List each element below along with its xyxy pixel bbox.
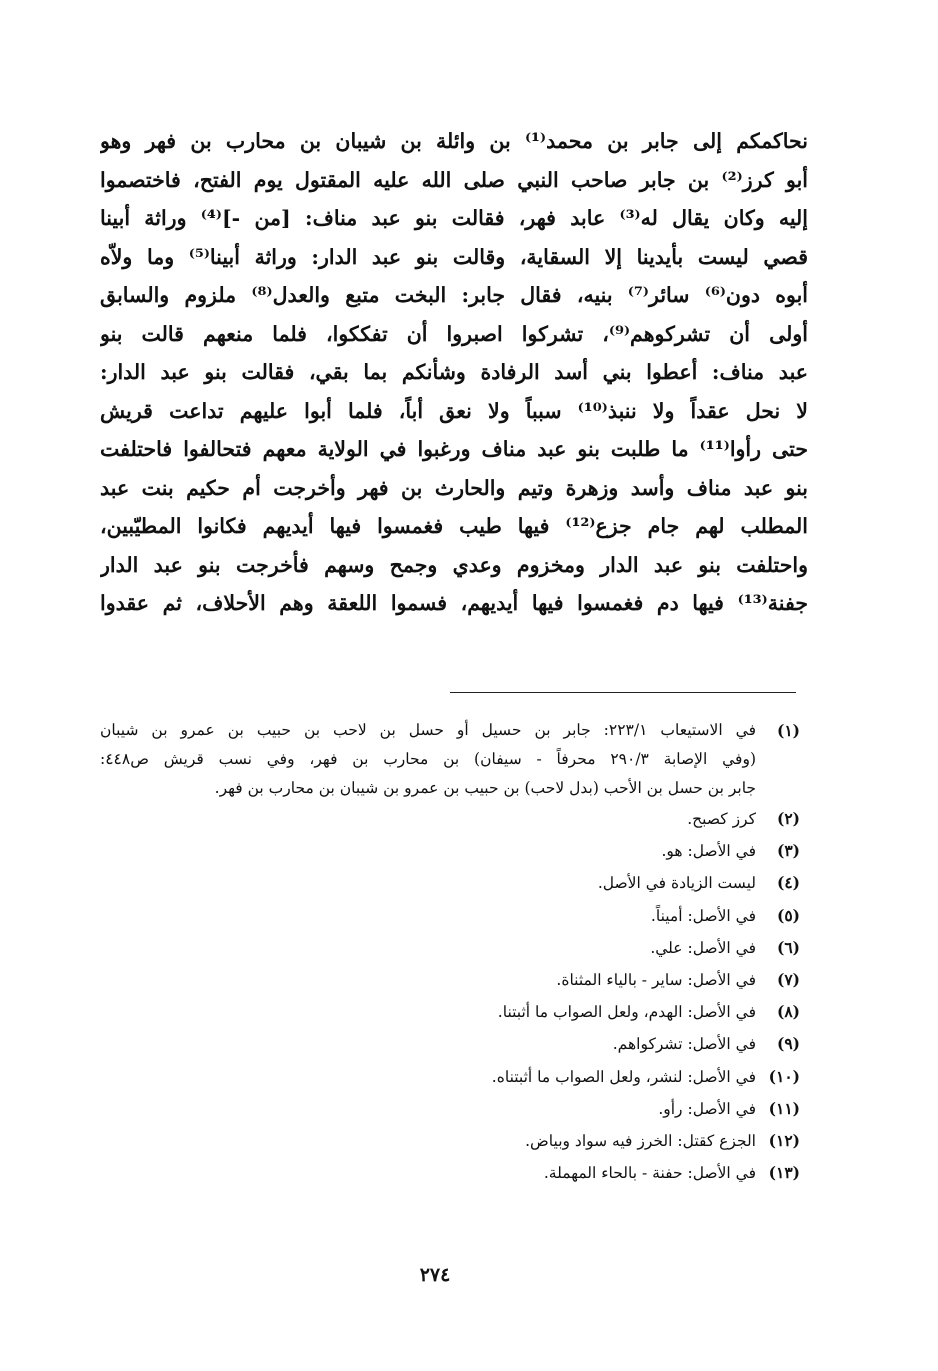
footnote-number: (١٢) — [768, 1130, 800, 1150]
footnote-item — [100, 803, 800, 835]
footnote-item — [100, 835, 800, 867]
footnote-item — [100, 964, 800, 996]
body-line: قصي ليست بأيدينا إلا السقاية، وقالت بنو عبد الدار: وراثة أبينا⁽⁵⁾ وما ولاّه — [100, 244, 808, 269]
body-line: أولى أن تشركوهم⁽⁹⁾، تشركوا اصبروا أن تفككوا، فلما منعهم قالت بنو — [100, 321, 808, 346]
footnote-text: في الأصل: أميناً. — [650, 906, 756, 925]
footnote-text: في الأصل: هو. — [661, 842, 756, 861]
body-line: حتى رأوا⁽¹¹⁾ ما طلبت بنو عبد مناف ورغبوا في الولاية معهم فتحالفوا فاحتلفت — [100, 437, 808, 461]
footnote-text: في الأصل: ساير - بالياء المثناة. — [556, 970, 756, 989]
footnote-text: في الأصل: حفنة - بالحاء المهملة. — [543, 1164, 756, 1183]
footnote-number: (١٣) — [768, 1163, 800, 1183]
footnote-item — [100, 900, 800, 932]
footnotes-section — [100, 716, 800, 1189]
footnote-text: جابر بن حسل بن الأحب (بدل لاحب) بن حبيب بن عمرو بن شيبان بن محارب بن فهر. — [214, 779, 756, 797]
footnote-item — [100, 1028, 800, 1060]
footnote-number: (١) — [776, 721, 800, 740]
body-line: إليه وكان يقال له⁽³⁾ عابد فهر، فقالت بنو عبد مناف: [من -]⁽⁴⁾ وراثة أبينا — [100, 206, 808, 230]
footnote-text: (وفي الإصابة ٢٩٠/٣ محرفاً - سيفان) بن محارب بن فهر، وفي نسب قريش ص٤٤٨: — [100, 750, 756, 768]
footnote-continuation — [100, 745, 800, 774]
page-number: ٢٧٤ — [419, 1264, 451, 1286]
footnote-text: ليست الزيادة في الأصل. — [597, 874, 756, 893]
body-line: واحتلفت بنو عبد الدار ومخزوم وعدي وجمح وسهم فأخرجت بنو عبد الدار — [100, 552, 808, 577]
main-text-block — [100, 122, 808, 623]
body-line: أبوه دون⁽⁶⁾ سائر⁽⁷⁾ بنيه، فقال جابر: البخت متبع والعدل⁽⁸⁾ ملزوم والسابق — [100, 283, 808, 307]
footnote-text: كرز كصبح. — [687, 810, 756, 828]
footnote-number: (٨) — [776, 1002, 800, 1022]
footnote-text: في الأصل: تشركواهم. — [612, 1035, 756, 1054]
footnote-number: (١١) — [768, 1098, 800, 1118]
footnote-number: (١٠) — [768, 1066, 800, 1086]
body-line: لا نحل عقداً ولا ننبذ⁽¹⁰⁾ سبباً ولا نعق أباً، فلما أبوا عليهم تداعت قريش — [100, 398, 808, 423]
footnote-text: في الأصل: الهدم، ولعل الصواب ما أثبتنا. — [497, 1003, 756, 1022]
footnote-item — [100, 1061, 800, 1093]
footnote-item — [100, 1093, 800, 1125]
footnote-text: في الأصل: لنشر، ولعل الصواب ما أثبتناه. — [491, 1067, 756, 1086]
footnote-item — [100, 716, 800, 745]
footnote-text: في الأصل: علي. — [650, 938, 756, 957]
footnote-continuation — [100, 774, 800, 803]
footnote-item — [100, 996, 800, 1028]
footnote-text: الجزع كقتل: الخرز فيه سواد وبياض. — [525, 1131, 756, 1150]
footnote-item — [100, 932, 800, 964]
footnote-text: في الاستيعاب ٢٢٣/١: جابر بن حسيل أو حسل بن لاحب بن حبيب بن عمرو بن شيبان — [100, 721, 756, 739]
footnote-text: في الأصل: رأو. — [658, 1099, 756, 1118]
body-line: أبو كرز⁽²⁾ بن جابر صاحب النبي صلى الله عليه المقتول يوم الفتح، فاختصموا — [100, 167, 808, 192]
body-line: عبد مناف: أعطوا بني أسد الرفادة وشأنكم بما بقي، فقالت بنو عبد الدار: — [100, 360, 808, 384]
footnote-number: (٦) — [776, 937, 800, 957]
footnote-separator-rule — [450, 692, 796, 693]
body-line: نحاكمكم إلى جابر بن محمد⁽¹⁾ بن وائلة بن شيبان بن محارب بن فهر وهو — [100, 129, 808, 153]
footnote-number: (٥) — [776, 905, 800, 925]
footnote-item — [100, 867, 800, 899]
footnote-number: (٩) — [776, 1034, 800, 1054]
footnote-number: (٣) — [776, 841, 800, 861]
body-line: بنو عبد مناف وأسد وزهرة وتيم والحارث بن فهر وأخرجت أم حكيم بنت عبد — [100, 475, 808, 500]
footnote-number: (٤) — [776, 873, 800, 893]
footnote-number: (٢) — [776, 809, 800, 828]
body-line: جفنة⁽¹³⁾ فيها دم فغمسوا فيها أيديهم، فسموا اللعقة وهم الأحلاف، ثم عقدوا — [100, 591, 808, 615]
footnote-item — [100, 1157, 800, 1189]
footnote-number: (٧) — [776, 969, 800, 989]
footnote-item — [100, 1125, 800, 1157]
body-line: المطلب لهم جام جزع⁽¹²⁾ فيها طيب فغمسوا فيها أيديهم فكانوا المطيّبين، — [100, 514, 808, 538]
